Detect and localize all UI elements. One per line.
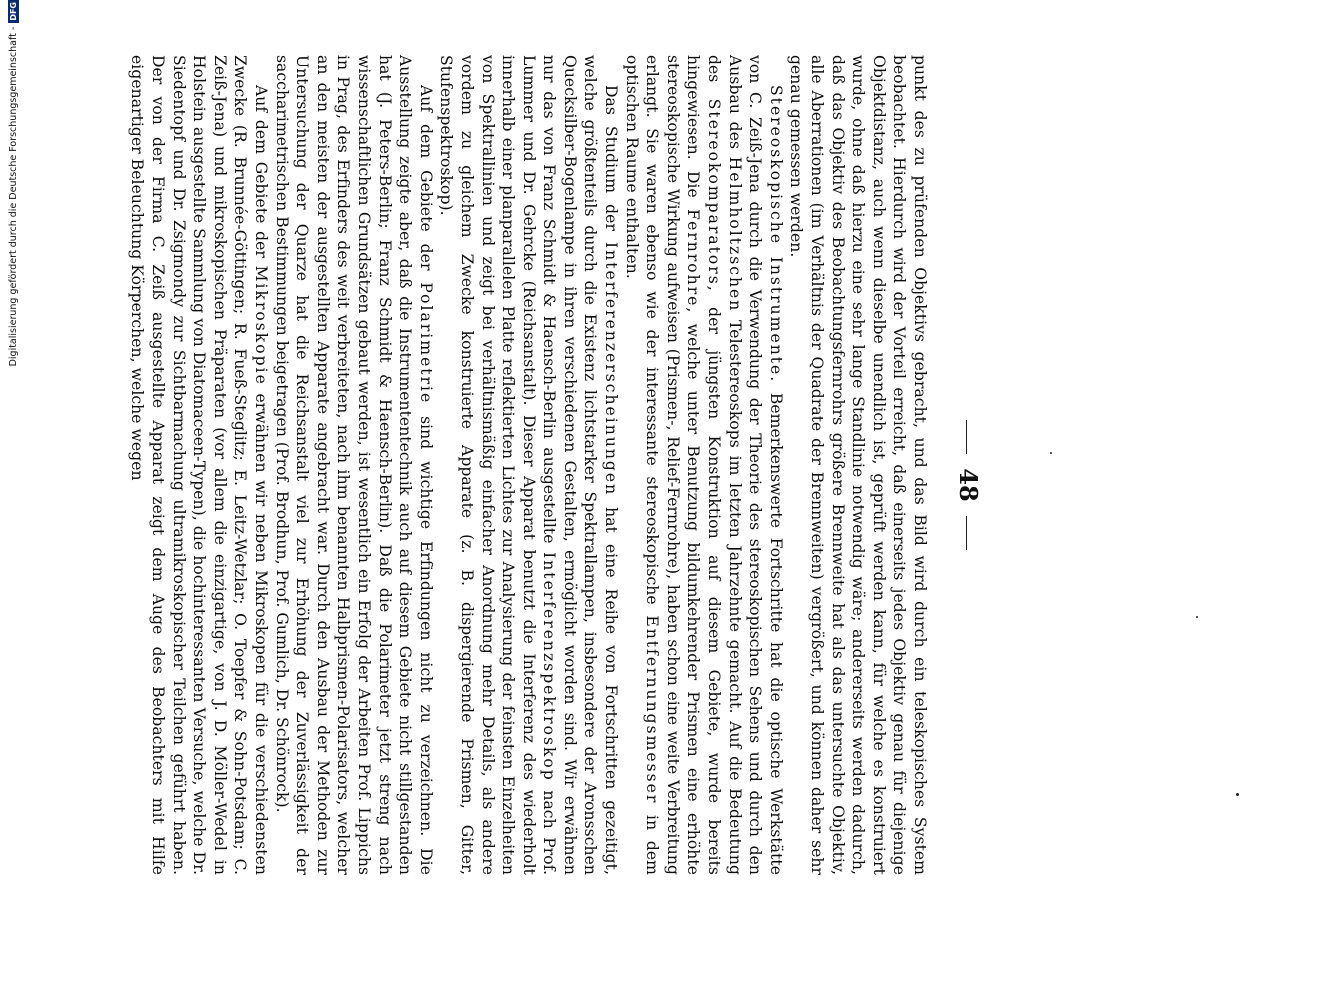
spaced-term: Polarimetrie — [416, 282, 435, 405]
text-run: Telestereoskops im letzten Jahrzehnte gemacht. Auf die Bedeutung des — [705, 55, 744, 875]
spaced-term: Interferenzerscheinungen — [602, 242, 621, 497]
paragraph-p4 — [271, 55, 436, 875]
text-run: erwähnen wir neben Mikroskopen für die verschiedensten Zwecke (R. Brunnée-Göttingen; R. Fueß-Steglitz; E. Leitz-Wetzlar; O. Toepfer & Sohn-Potsdam; C. Zeiß-Jena) und mikroskopischen Präparaten (vor allem die einzigartige, von J. D. Möller-Wedel in Holstein ausgestellte Sammlung von Diatomaceen-Typen), die hochinteressanten Versuche, welche Dr. Siedentopf und Dr. Zsigmondy zur Sichtbarmachung ultramikroskopischer Teilchen geführt haben. Der von der Firma C. Zeiß ausgestellte Apparat zeigt dem Auge des Beobachters mit Hilfe eigenartiger Beleuchtung Körperchen, welche wegen — [128, 55, 270, 875]
dfg-logo: DFG — [9, 2, 18, 21]
text-run: Auf dem Gebiete der — [416, 85, 435, 283]
text-run: nach Prof. Lummer und Dr. Gehrcke (Reichsanstalt). Dieser Apparat benutzt die Interferenz des wiederholt innerhalb einer planparallelen Platte reflektierten Lichtes zur Analysierung der feinsten Einzelheiten von Spektrallinien und zeigt bei verhältnismäßig einfacher Anordnung mehr Details, als andere vordem zu gleichem Zwecke konstruierte Apparate (z. B. dispergierende Prismen, Gitter, Stufenspektroskop). — [437, 55, 559, 875]
text-run: Das Studium der — [602, 85, 621, 242]
spaced-term: Mikroskopie — [252, 265, 270, 386]
spaced-term: Stereoskopische Instrumente. — [766, 85, 785, 384]
scan-speck — [1050, 452, 1052, 454]
text-run: Bemerkenswerte Fortschritte hat die optische Werkstätte von C. Zeiß-Jena durch die Verwendung der Theorie des stereoskopischen Sehens und durch den Ausbau des — [725, 55, 785, 875]
text-run: , welche unter Benutzung bildumkehrender Prismen eine erhöhte stereoskopische Wirkung aufweisen (Prismen-, Relief-Fernrohre), haben schon eine weite Verbreitung erlangt. Sie waren ebenso wie der interessante stereoskopische — [643, 55, 703, 875]
paragraph-p2 — [621, 55, 786, 875]
spaced-term: Stereokomparators — [705, 98, 724, 286]
paragraph-p1 — [786, 55, 930, 875]
page-number: 48 — [954, 468, 983, 502]
text-run: hat eine Reihe von Fortschritten gezeitigt, welche größtenteils durch die Existenz lichtstarker Spektrallampen, insbesondere der Aronsschen Quecksilber-Bogenlampe in ihren verschiedenen Gestalten, ermöglicht worden sind. Wir erwähnen nur das von Franz Schmidt & Haensch-Berlin ausgestellte — [540, 55, 621, 875]
scan-speck — [1236, 793, 1239, 796]
header-rule-left — [966, 420, 967, 454]
text-run: punkt des zu prüfenden Objektivs gebracht, und das Bild wird durch ein teleskopisches System beobachtet. Hierdurch wird der Vorteil erreicht, daß einerseits jedes Objektiv genau für diejenige Objektdistanz, auch wenn dieselbe unendlich ist, geprüft werden kann, für welche es konstruiert wurde, ohne daß hierzu eine sehr lange Standlinie notwendig wäre; andererseits werden dadurch, daß das Objektiv des Beobachtungsfernrohrs größere Brennweite hat als das untersuchte Objektiv, alle Aberrationen (im Verhältnis der Quadrate der Brennweiten) vergrößert, und können daher sehr genau gemessen werden. — [787, 55, 929, 875]
spaced-term: Fernrohre — [684, 209, 703, 308]
scan-speck — [1196, 616, 1198, 618]
paragraph-p3 — [436, 55, 621, 875]
spaced-term: Helmholtzschen — [725, 156, 744, 313]
spaced-term: Entfernungsmesser — [643, 615, 662, 805]
text-run: in dem optischen Raume enthalten. — [622, 55, 662, 876]
digitization-note-text: Digitalisierung gefördert durch die Deutsche Forschungsgemeinschaft - — [8, 26, 19, 367]
rotated-page-content — [0, 35, 988, 935]
text-run: Auf dem Gebiete der — [252, 85, 270, 266]
spaced-term: Interferenzspektroskop — [540, 552, 559, 782]
text-run: sind wichtige Erfindungen nicht zu verzeichnen. Die Ausstellung zeigte aber, daß die Instrumententechnik auch auf diesem Gebiete nicht stillgestanden hat (J. Peters-Berlin; Franz Schmidt & Haensch-Berlin). Daß die Polarimeter jetzt streng nach wissenschaftlichen Grundsätzen gebaut werden, ist wesentlich ein Erfolg der Arbeiten Prof. Lippichs in Prag, des Erfinders des weit verbreiteten, nach ihm benannten Halbprismen-Polarisators, welcher an den meisten der ausgestellten Apparate angebracht war. Durch den Ausbau der Methoden zur Untersuchung der Quarze hat die Reichsanstalt viel zur Erhöhung der Zuverlässigkeit der saccharimetrischen Bestimmungen beigetragen (Prof. Brodhun, Prof. Gumlich, Dr. Schönrock). — [272, 55, 435, 875]
body-text — [127, 55, 930, 875]
header-rule-right — [966, 516, 967, 550]
text-run: , der jüngsten Konstruktion auf diesem Gebiete, wurde bereits hingewiesen. Die — [684, 55, 724, 875]
paragraph-p5 — [127, 55, 271, 875]
page-number-header — [948, 35, 988, 935]
